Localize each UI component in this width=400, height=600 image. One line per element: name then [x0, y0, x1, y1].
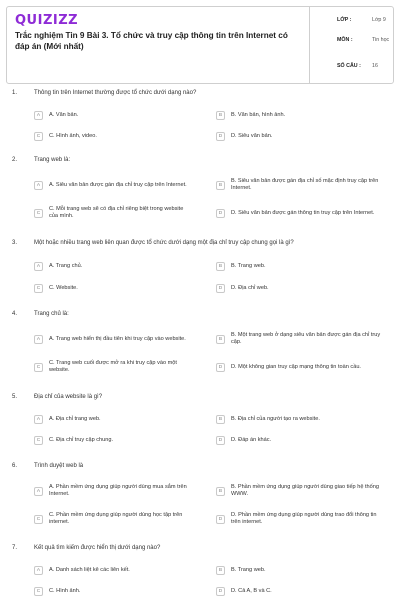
option-letter: A	[34, 262, 43, 271]
question-text: Kết quả tìm kiếm được hiển thị dưới dạng nào?	[34, 545, 161, 551]
option-text: B. Trang web.	[231, 262, 266, 269]
option-text: D. Cả A, B và C.	[231, 587, 272, 594]
option-a[interactable]	[34, 412, 189, 426]
subject-value: Tin học	[372, 37, 390, 43]
option-text: B. Trang web.	[231, 566, 266, 573]
option-text: D. Siêu văn bản được gán thông tin truy cập trên Internet.	[231, 209, 375, 216]
option-b[interactable]	[216, 563, 381, 577]
option-letter: B	[216, 415, 225, 424]
option-a[interactable]	[34, 174, 189, 196]
option-letter: C	[34, 209, 43, 218]
question-text: Trang web là:	[34, 157, 71, 163]
option-a[interactable]	[34, 480, 189, 502]
option-text: C. Hình ảnh, video.	[49, 132, 97, 139]
option-letter: C	[34, 132, 43, 141]
grade-value: Lớp 9	[372, 17, 386, 23]
option-letter: D	[216, 515, 225, 524]
option-a[interactable]	[34, 108, 189, 122]
worksheet-title: Trắc nghiệm Tin 9 Bài 3. Tổ chức và truy cập thông tin trên Internet có đáp án (Mới nhất)	[15, 31, 288, 51]
option-text: D. Phần mềm ứng dụng giúp người dùng trao đổi thông tin trên internet.	[231, 512, 377, 525]
question-text: Thông tin trên Internet thường được tổ chức dưới dạng nào?	[34, 90, 197, 96]
option-letter: C	[34, 284, 43, 293]
option-letter: A	[34, 111, 43, 120]
option-letter: A	[34, 487, 43, 496]
option-letter: B	[216, 111, 225, 120]
question-number: 7.	[12, 545, 18, 551]
option-c[interactable]	[34, 356, 189, 378]
grade-label: LỚP :	[337, 17, 352, 23]
option-text: B. Một trang web ở dạng siêu văn bản được gán địa chỉ truy cập.	[231, 332, 381, 345]
question-number: 4.	[12, 311, 18, 317]
option-b[interactable]	[216, 412, 381, 426]
option-letter: D	[216, 363, 225, 372]
question-text: Trang chủ là:	[34, 311, 69, 317]
option-letter: C	[34, 515, 43, 524]
option-letter: C	[34, 363, 43, 372]
option-text: A. Siêu văn bản được gán địa chỉ truy cập trên Internet.	[49, 181, 187, 188]
option-letter: B	[216, 566, 225, 575]
option-letter: A	[34, 181, 43, 190]
option-text: A. Trang chủ.	[49, 262, 83, 269]
option-b[interactable]	[216, 480, 381, 502]
question-count-value: 16	[372, 63, 378, 69]
option-letter: D	[216, 209, 225, 218]
option-text: B. Siêu văn bản được gán địa chỉ số mặc định truy cập trên Internet.	[231, 178, 379, 191]
option-text: C. Phần mềm ứng dụng giúp người dùng học tập trên internet.	[49, 512, 183, 525]
option-letter: D	[216, 587, 225, 596]
option-letter: C	[34, 436, 43, 445]
option-text: A. Văn bản.	[49, 111, 79, 118]
quizizz-logo: QUIZIZZ	[15, 13, 79, 28]
option-a[interactable]	[34, 563, 189, 577]
option-d[interactable]	[216, 281, 381, 295]
option-text: B. Phần mềm ứng dụng giúp người dùng giao tiếp hệ thống WWW.	[231, 484, 379, 497]
option-letter: B	[216, 262, 225, 271]
option-text: D. Đáp án khác.	[231, 436, 272, 443]
option-b[interactable]	[216, 259, 381, 273]
question-number: 3.	[12, 240, 18, 246]
option-letter: B	[216, 487, 225, 496]
option-letter: D	[216, 436, 225, 445]
worksheet-meta	[309, 7, 395, 83]
option-b[interactable]	[216, 174, 381, 196]
subject-label: MÔN :	[337, 37, 353, 43]
option-text: A. Địa chỉ trang web.	[49, 415, 101, 422]
option-text: B. Văn bản, hình ảnh.	[231, 111, 286, 118]
option-text: C. Địa chỉ truy cập chung.	[49, 436, 114, 443]
option-letter: A	[34, 335, 43, 344]
question-text: Trình duyệt web là	[34, 463, 84, 469]
option-text: C. Hình ảnh.	[49, 587, 81, 594]
worksheet-header	[6, 6, 394, 84]
option-letter: D	[216, 132, 225, 141]
option-text: D. Siêu văn bản.	[231, 132, 273, 139]
option-text: B. Địa chỉ của người tạo ra website.	[231, 415, 320, 422]
question-number: 6.	[12, 463, 18, 469]
option-letter: C	[34, 587, 43, 596]
option-c[interactable]	[34, 202, 189, 224]
option-a[interactable]	[34, 259, 189, 273]
option-d[interactable]	[216, 433, 381, 447]
option-letter: D	[216, 284, 225, 293]
question-count-label: SỐ CÂU :	[337, 63, 361, 69]
question-number: 2.	[12, 157, 18, 163]
option-d[interactable]	[216, 202, 381, 224]
option-c[interactable]	[34, 129, 189, 143]
option-text: C. Trang web cuối được mở ra khi truy cập vào một website.	[49, 360, 177, 373]
option-b[interactable]	[216, 108, 381, 122]
option-c[interactable]	[34, 281, 189, 295]
option-text: A. Trang web hiển thị đầu tiên khi truy cập vào website.	[49, 335, 186, 342]
option-d[interactable]	[216, 508, 381, 530]
option-letter: B	[216, 181, 225, 190]
option-text: A. Danh sách liệt kê các liên kết.	[49, 566, 130, 573]
option-letter: A	[34, 566, 43, 575]
option-text: C. Mỗi trang web sẽ có địa chỉ riêng biệt trong website của mình.	[49, 206, 184, 219]
option-letter: A	[34, 415, 43, 424]
question-text: Địa chỉ của website là gì?	[34, 394, 103, 400]
option-text: C. Website.	[49, 284, 78, 291]
option-b[interactable]	[216, 328, 381, 350]
option-c[interactable]	[34, 508, 189, 530]
option-d[interactable]	[216, 584, 381, 598]
option-text: A. Phần mềm ứng dụng giúp người dùng mua sắm trên Internet.	[49, 484, 187, 497]
option-d[interactable]	[216, 129, 381, 143]
option-c[interactable]	[34, 584, 189, 598]
question-number: 1.	[12, 90, 18, 96]
option-letter: B	[216, 335, 225, 344]
option-text: D. Địa chỉ web.	[231, 284, 269, 291]
question-text: Một hoặc nhiều trang web liên quan được tổ chức dưới dạng một địa chỉ truy cập chung gọi là gì?	[34, 240, 294, 246]
option-d[interactable]	[216, 356, 381, 378]
option-a[interactable]	[34, 328, 189, 350]
question-number: 5.	[12, 394, 18, 400]
option-text: D. Một không gian truy cập mạng thông tin toàn cầu.	[231, 363, 361, 370]
option-c[interactable]	[34, 433, 189, 447]
